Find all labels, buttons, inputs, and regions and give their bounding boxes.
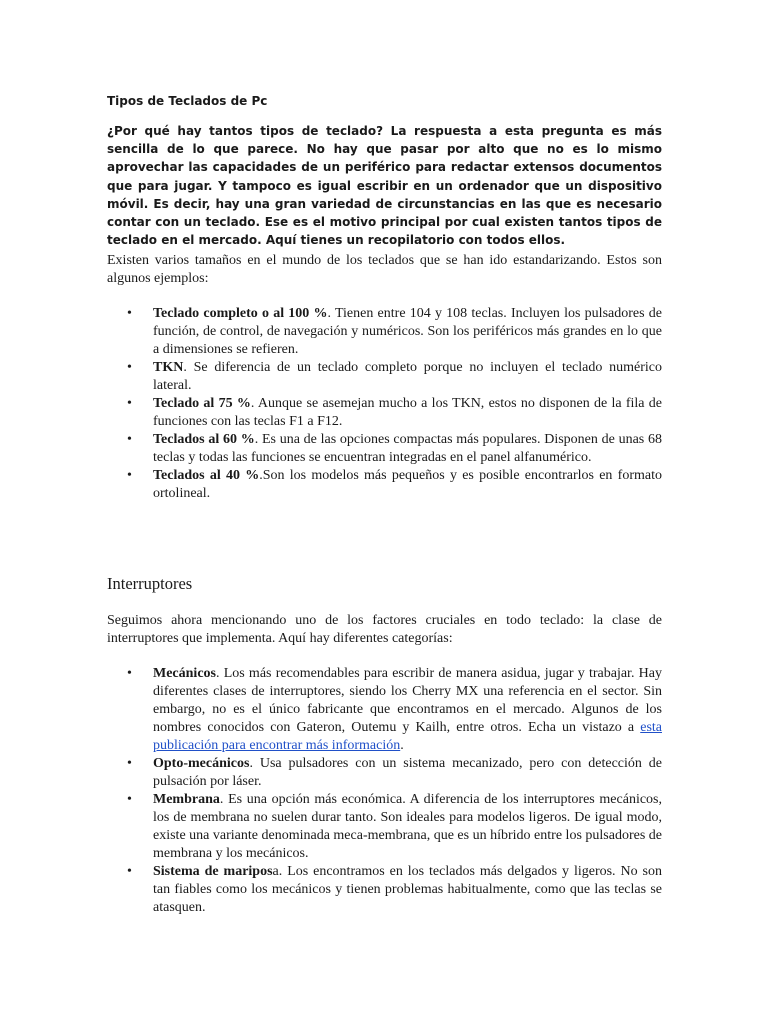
more-info-link[interactable]: esta publicación para encontrar más información [153,720,662,753]
list-item [107,305,662,359]
list-item-text: . Tienen entre 104 y 108 teclas. Incluyen los pulsadores de función, de control, de navegación y numéricos. Son los periféricos más grandes en lo que a dimensiones se refieren. [153,306,662,357]
list-item-term: Opto-mecánicos [153,756,250,771]
list-item [107,467,662,503]
list-item-term: Teclado completo o al 100 % [153,306,328,321]
switch-types-list [107,665,662,917]
list-item-term: Membrana [153,792,220,807]
list-item-text: . Se diferencia de un teclado completo porque no incluyen el teclado numérico lateral. [153,360,662,393]
document-title: Tipos de Teclados de Pc [107,94,268,108]
list-item [107,755,662,791]
bullet-marker: • [127,468,132,483]
list-item-text: . Aunque se asemejan mucho a los TKN, estos no disponen de la fila de funciones con las teclas F1 a F12. [153,396,662,429]
list-item-text: . Los más recomendables para escribir de manera asidua, jugar y trabajar. Hay diferentes clases de interruptores, siendo los Cherry MX una referencia en el sector. Sin embargo, no es el único fabricante que encontramos en el mercado. Algunos de los nombres conocidos con Gateron, Outemu y Kailh, entre otros. Echa un vistazo a [153,666,662,735]
list-item-text: . Usa pulsadores con un sistema mecanizado, pero con detección de pulsación por láser. [153,756,662,789]
list-item-text-end: . [400,738,404,753]
list-item-text: .Son los modelos más pequeños y es posible encontrarlos en formato ortolineal. [153,468,662,501]
list-item-term: Teclados al 40 % [153,468,260,483]
switches-intro-paragraph: Seguimos ahora mencionando uno de los factores cruciales en todo teclado: la clase de interruptores que implementa. Aquí hay diferentes categorías: [107,613,662,646]
bullet-marker: • [127,360,132,375]
list-item-text: a. Los encontramos en los teclados más delgados y ligeros. No son tan fiables como los mecánicos y tienen problemas habitualmente, como que las teclas se atasquen. [153,864,662,915]
list-item [107,359,662,395]
list-item [107,395,662,431]
list-item-term: Mecánicos [153,666,216,681]
list-item-term: Teclados al 60 % [153,432,255,447]
sizes-intro-paragraph: Existen varios tamaños en el mundo de los teclados que se han ido estandarizando. Estos son algunos ejemplos: [107,253,662,286]
list-item [107,665,662,755]
list-item-term: TKN [153,360,184,375]
list-item-term: Sistema de maripos [153,864,273,879]
list-item [107,431,662,467]
list-item-text: . Es una de las opciones compactas más populares. Disponen de unas 68 teclas y todas las funciones se encuentran integradas en el panel alfanumérico. [153,432,662,465]
bullet-marker: • [127,306,132,321]
bullet-marker: • [127,396,132,411]
bullet-marker: • [127,792,132,807]
list-item [107,791,662,863]
bullet-marker: • [127,756,132,771]
list-item-term: Teclado al 75 % [153,396,251,411]
bullet-marker: • [127,432,132,447]
section-heading-interruptores: Interruptores [107,574,193,593]
bullet-marker: • [127,864,132,879]
keyboard-sizes-list [107,305,662,503]
list-item-text: . Es una opción más económica. A diferencia de los interruptores mecánicos, los de membrana no suelen durar tanto. Son ideales para modelos ligeros. De igual modo, existe una variante denominada meca-membrana, que es un híbrido entre los pulsadores de membrana y los mecánicos. [153,792,662,861]
bullet-marker: • [127,666,132,681]
intro-paragraph: ¿Por qué hay tantos tipos de teclado? La respuesta a esta pregunta es más sencilla de lo que parece. No hay que pasar por alto que no es lo mismo aprovechar las capacidades de un periférico para redactar extensos documentos que para jugar. Y tampoco es igual escribir en un ordenador que un dispositivo móvil. Es decir, hay una gran variedad de circunstancias en las que es necesario contar con un teclado. Ese es el motivo principal por cual existen tantos tipos de teclado en el mercado. Aquí tienes un recopilatorio con todos ellos. [107,124,662,248]
list-item [107,863,662,917]
